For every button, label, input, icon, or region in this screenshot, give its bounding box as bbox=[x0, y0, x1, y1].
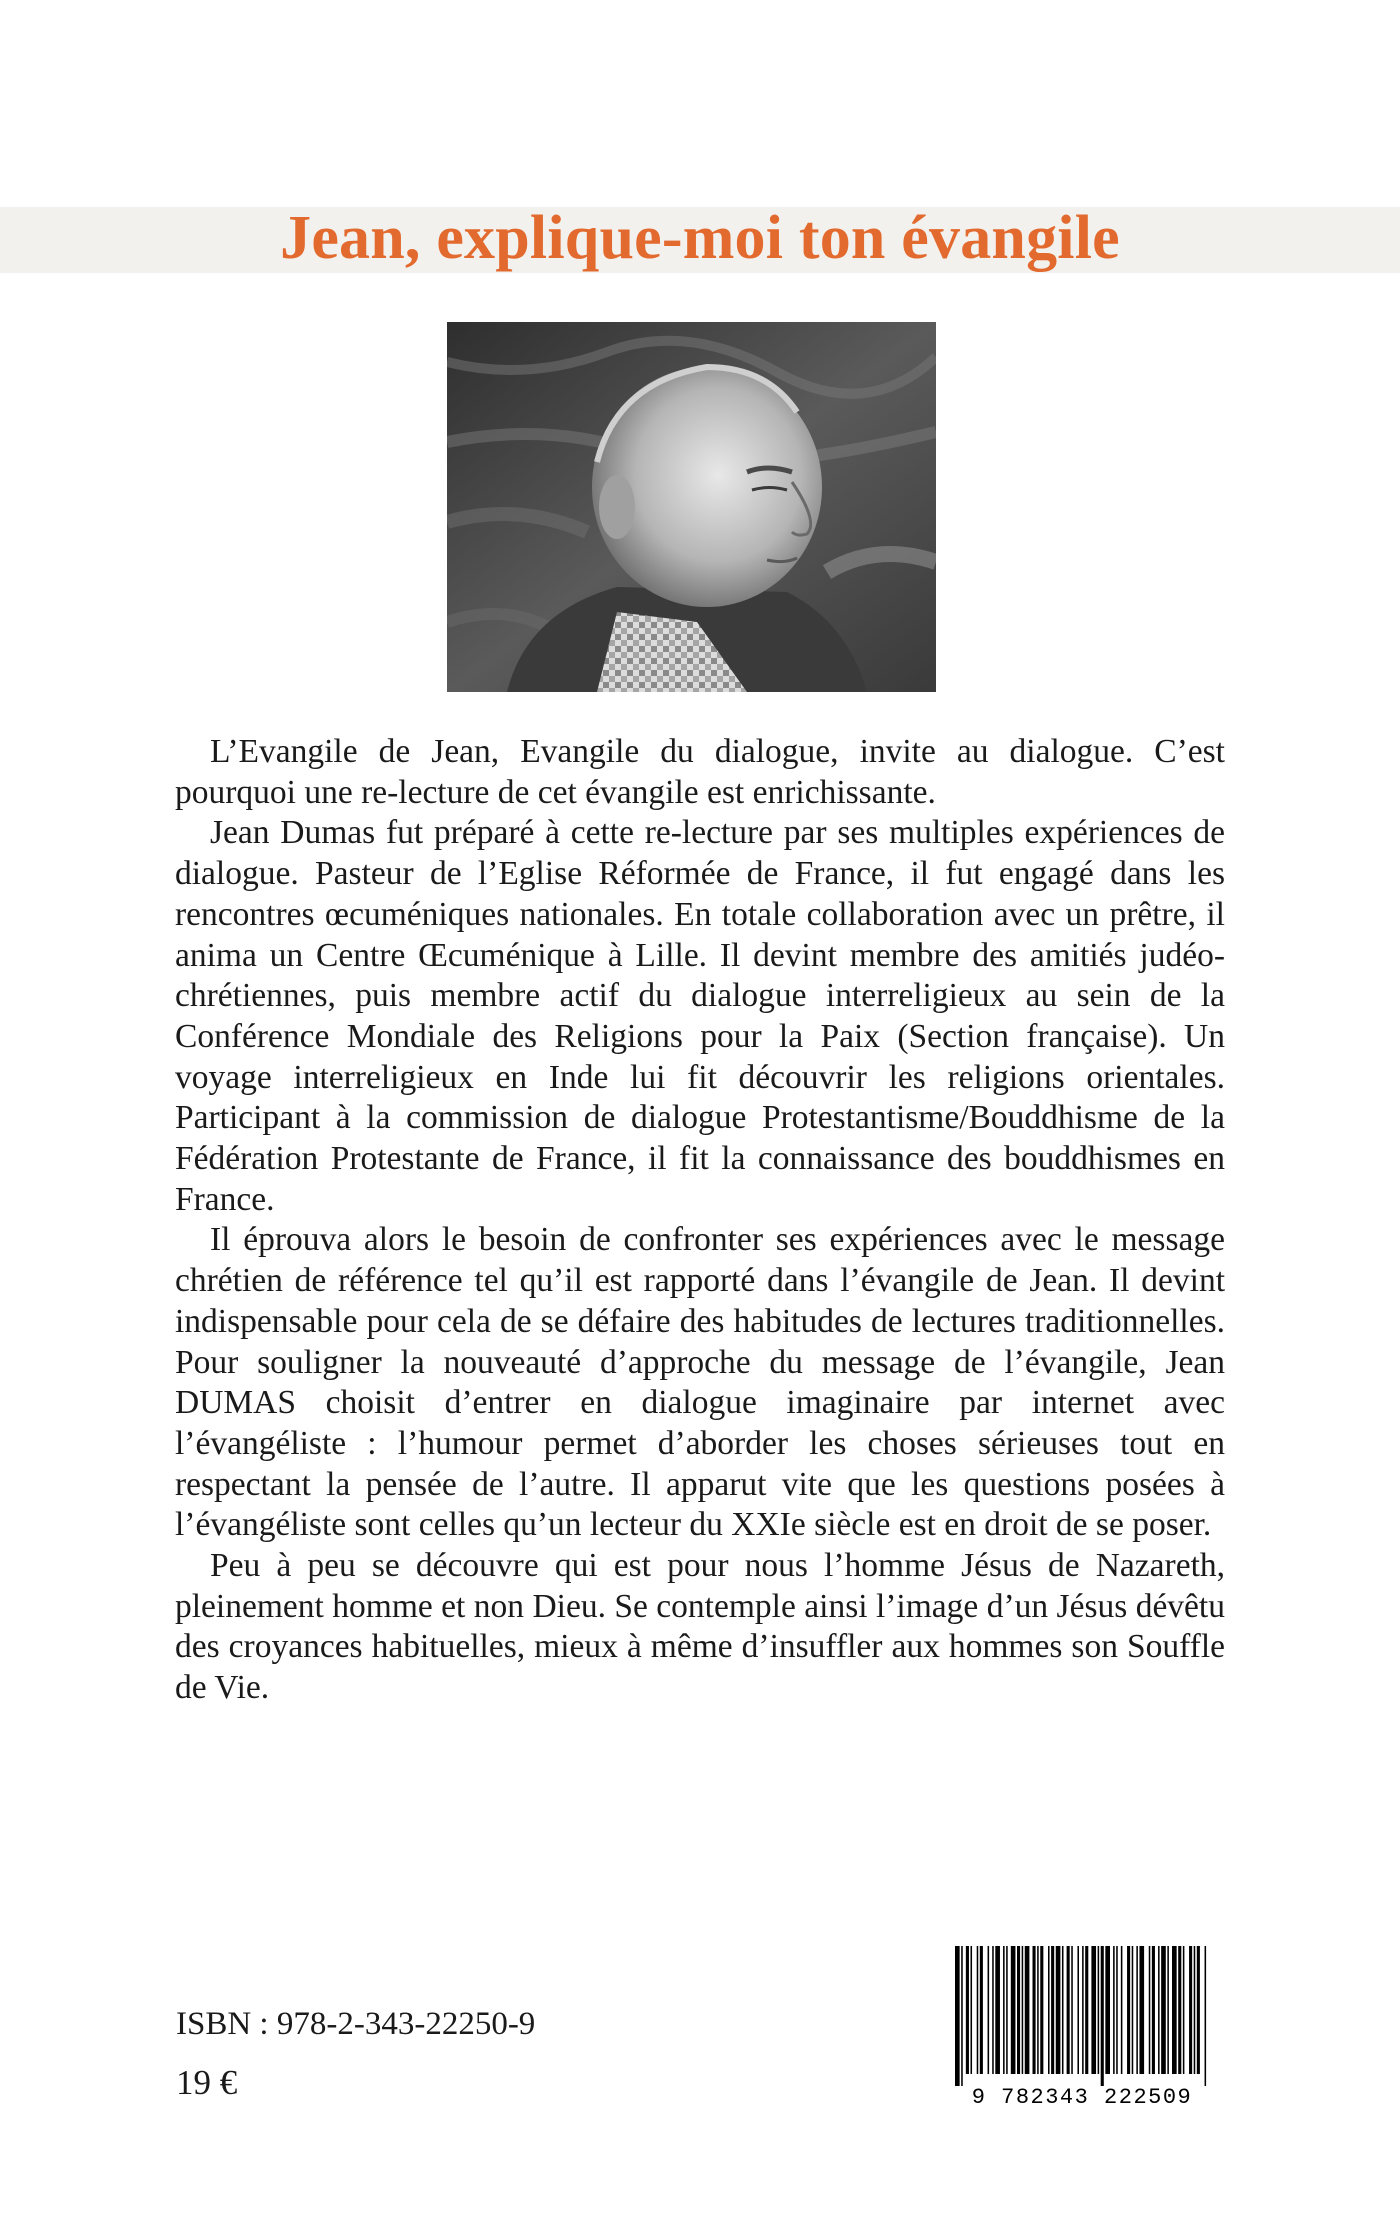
barcode-bar bbox=[1006, 1946, 1008, 2074]
barcode-bar bbox=[1101, 1946, 1104, 2086]
barcode-bar bbox=[1121, 1946, 1123, 2074]
barcode-bar bbox=[1197, 1946, 1200, 2074]
barcode-bar bbox=[1178, 1946, 1181, 2074]
barcode-bar bbox=[1161, 1946, 1166, 2074]
barcode-bar bbox=[1136, 1946, 1138, 2074]
barcode-bar bbox=[1158, 1946, 1160, 2074]
barcode-bar bbox=[1037, 1946, 1039, 2074]
barcode-bar bbox=[971, 1946, 973, 2074]
barcode-bar bbox=[1091, 1946, 1096, 2074]
barcode-icon bbox=[937, 1940, 1227, 2110]
barcode-bar bbox=[1116, 1946, 1118, 2074]
barcode-bar bbox=[1205, 1946, 1207, 2086]
price-label: 19 € bbox=[176, 2063, 238, 2102]
barcode-bar bbox=[1051, 1946, 1054, 2074]
barcode-bar bbox=[1194, 1946, 1196, 2074]
barcode-bar bbox=[977, 1946, 979, 2074]
barcode-bar bbox=[1149, 1946, 1151, 2074]
barcode-bar bbox=[1082, 1946, 1084, 2074]
barcode-bar bbox=[1098, 1946, 1100, 2074]
author-portrait-icon bbox=[447, 322, 936, 692]
barcode-bar bbox=[1067, 1946, 1070, 2074]
barcode-bar bbox=[966, 1946, 969, 2074]
barcode-bar bbox=[1189, 1946, 1192, 2074]
barcode-bar bbox=[1105, 1946, 1110, 2074]
barcode-bar bbox=[992, 1946, 994, 2074]
barcode-bar bbox=[1022, 1946, 1024, 2074]
barcode-digits: 9 782343 222509 bbox=[971, 2085, 1193, 2110]
barcode-bar bbox=[980, 1946, 983, 2074]
paragraph-3: Il éprouva alors le besoin de confronter ses expériences avec le message chrétien de référence tel qu’il est rapporté dans l’évangile de Jean. Il devint indispensable pour cela de se défaire des habitudes de lectures traditionnelles. Pour souligner la nouveauté d’approche du message de l’évangile, Jean DUMAS choisit d’entrer en dialogue imaginaire par internet avec l’évangéliste : l’humour permet d’aborder les choses sérieuses tout en respectant la pensée de l’autre. Il apparut vite que les questions posées à l’évangéliste sont celles qu’un lecteur du XXIe siècle est en droit de se poser. bbox=[175, 1221, 1225, 1544]
barcode-bar bbox=[1167, 1946, 1169, 2074]
barcode-bar bbox=[1113, 1946, 1115, 2074]
barcode-bar bbox=[1077, 1946, 1079, 2074]
barcode-bar bbox=[1033, 1946, 1036, 2074]
barcode-bar bbox=[1172, 1946, 1177, 2074]
barcode-bar bbox=[1025, 1946, 1030, 2074]
isbn-label: ISBN : 978-2-343-22250-9 bbox=[176, 2006, 536, 2042]
barcode-bar bbox=[1152, 1946, 1155, 2074]
paragraph-1: L’Evangile de Jean, Evangile du dialogue, invite au dialogue. C’est pourquoi une re-lecture de cet évangile est enrichissante. bbox=[175, 733, 1225, 811]
barcode-bar bbox=[1127, 1946, 1130, 2074]
paragraph-2: Jean Dumas fut préparé à cette re-lecture par ses multiples expériences de dialogue. Pasteur de l’Eglise Réformée de France, il fut engagé dans les rencontres œcuméniques nationales. En totale collaboration avec un prêtre, il anima un Centre Œcuménique à Lille. Il devint membre des amitiés judéo-chrétiennes, puis membre actif du dialogue interreligieux au sein de la Conférence Mondiale des Religions pour la Paix (Section française). Un voyage interreligieux en Inde lui fit découvrir les religions orientales. Participant à la commission de dialogue Protestantisme/Bouddhisme de la Fédération Protestante de France, il fit la connaissance des bouddhismes en France. bbox=[175, 814, 1225, 1218]
barcode-bar bbox=[1048, 1946, 1050, 2074]
barcode-bar bbox=[1003, 1946, 1005, 2074]
barcode-bar bbox=[955, 1946, 960, 2086]
barcode-bar bbox=[1062, 1946, 1064, 2074]
author-photo bbox=[447, 322, 936, 692]
barcode-bar bbox=[988, 1946, 990, 2074]
barcode-bar bbox=[1040, 1946, 1043, 2074]
barcode-bar bbox=[1011, 1946, 1016, 2074]
barcode-bar bbox=[1183, 1946, 1185, 2074]
barcode-bar bbox=[1071, 1946, 1073, 2074]
barcode-bar bbox=[1085, 1946, 1088, 2074]
barcode-bar bbox=[995, 1946, 1000, 2074]
paragraph-4: Peu à peu se découvre qui est pour nous l’homme Jésus de Nazareth, pleinement homme et non Dieu. Se contemple ainsi l’image d’un Jésus dévêtu des croyances habituelles, mieux à même d’insuffler aux hommes son Souffle de Vie. bbox=[175, 1547, 1225, 1707]
barcode-bar bbox=[1017, 1946, 1020, 2074]
barcode-bar bbox=[1132, 1946, 1134, 2074]
back-cover-text bbox=[175, 732, 1225, 1709]
barcode bbox=[937, 1940, 1227, 2110]
barcode-bar bbox=[961, 1946, 963, 2086]
barcode-bar bbox=[1056, 1946, 1061, 2074]
book-title: Jean, explique-moi ton évangile bbox=[280, 204, 1120, 272]
barcode-bar bbox=[1139, 1946, 1144, 2074]
